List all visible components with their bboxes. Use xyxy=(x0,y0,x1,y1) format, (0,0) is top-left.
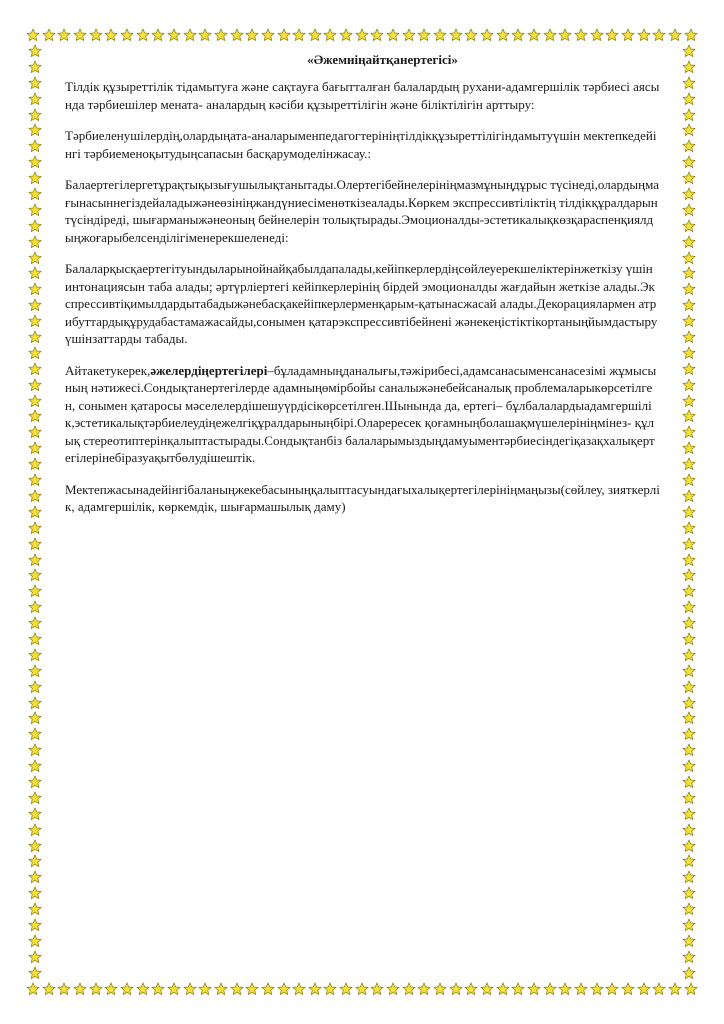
star-icon xyxy=(682,235,696,249)
star-icon xyxy=(684,982,698,996)
star-icon xyxy=(323,28,337,42)
star-icon xyxy=(28,854,42,868)
star-icon xyxy=(339,982,353,996)
star-icon xyxy=(682,632,696,646)
star-icon xyxy=(28,330,42,344)
star-icon xyxy=(682,568,696,582)
star-icon xyxy=(682,807,696,821)
star-icon xyxy=(73,982,87,996)
star-icon xyxy=(28,902,42,916)
star-icon xyxy=(480,28,494,42)
star-icon xyxy=(28,425,42,439)
star-icon xyxy=(355,28,369,42)
star-icon xyxy=(433,982,447,996)
star-icon xyxy=(682,870,696,884)
star-icon xyxy=(28,600,42,614)
star-icon xyxy=(682,696,696,710)
star-icon xyxy=(682,60,696,74)
star-icon xyxy=(167,28,181,42)
star-icon xyxy=(605,28,619,42)
star-icon xyxy=(574,982,588,996)
star-icon xyxy=(682,648,696,662)
star-icon xyxy=(682,759,696,773)
star-icon xyxy=(183,982,197,996)
paragraph-4: Балаларқысқаертегітуындыларынойнайқабылдапалады,кейіпкерлердіңсөйлеуерекшеліктерінжеткізу үшін интонациясын таба алады; әртүрліертегі кейіпкерлерінің бірдей эмоционалды жағдайын жеткізе алады.Экспрессивтіқимылдардытабадыжәнебасқакейіпкерлерменқарым-қатынасжасай алады.Декорациялармен атрибуттардықұрудабастамажасайды,сонымен қатарэкспрессивтібейнені жәнекеңістіктікортаныңйымдастыру үшінзаттарды табады. xyxy=(65,261,658,346)
star-icon xyxy=(28,123,42,137)
star-icon xyxy=(682,600,696,614)
star-icon xyxy=(511,982,525,996)
star-icon xyxy=(198,28,212,42)
star-icon xyxy=(28,791,42,805)
star-icon xyxy=(261,982,275,996)
star-icon xyxy=(682,219,696,233)
star-icon xyxy=(682,76,696,90)
star-border-left xyxy=(28,44,44,980)
star-icon xyxy=(136,28,150,42)
star-icon xyxy=(402,982,416,996)
star-icon xyxy=(292,982,306,996)
star-icon xyxy=(28,664,42,678)
star-icon xyxy=(386,28,400,42)
star-icon xyxy=(28,648,42,662)
star-icon xyxy=(28,394,42,408)
star-icon xyxy=(682,886,696,900)
star-icon xyxy=(682,282,696,296)
star-icon xyxy=(682,537,696,551)
star-icon xyxy=(28,489,42,503)
star-icon xyxy=(28,775,42,789)
star-icon xyxy=(621,28,635,42)
star-icon xyxy=(28,918,42,932)
star-icon xyxy=(652,28,666,42)
star-icon xyxy=(682,425,696,439)
star-icon xyxy=(496,28,510,42)
star-icon xyxy=(558,982,572,996)
star-icon xyxy=(28,473,42,487)
star-icon xyxy=(57,28,71,42)
star-icon xyxy=(682,616,696,630)
star-icon xyxy=(682,521,696,535)
star-icon xyxy=(104,982,118,996)
star-icon xyxy=(464,982,478,996)
star-icon xyxy=(511,28,525,42)
star-icon xyxy=(28,219,42,233)
star-icon xyxy=(120,982,134,996)
star-icon xyxy=(245,982,259,996)
star-icon xyxy=(590,28,604,42)
star-icon xyxy=(28,886,42,900)
star-icon xyxy=(370,28,384,42)
paragraph-6: Мектепжасынадейінгібаланыңжекебасыныңқалыптасуындағыхалықертегілерініңмаңызы(сөйлеу, зияткерлік, адамгершілік, көркемдік, шығармашылық даму) xyxy=(65,481,660,514)
star-icon xyxy=(370,982,384,996)
paragraph-5 xyxy=(65,362,660,467)
star-icon xyxy=(73,28,87,42)
star-icon xyxy=(292,28,306,42)
star-icon xyxy=(28,807,42,821)
star-icon xyxy=(637,982,651,996)
star-icon xyxy=(167,982,181,996)
star-icon xyxy=(682,362,696,376)
star-border-top xyxy=(26,28,698,44)
star-icon xyxy=(682,553,696,567)
star-icon xyxy=(682,314,696,328)
star-icon xyxy=(682,394,696,408)
star-icon xyxy=(682,505,696,519)
star-icon xyxy=(183,28,197,42)
star-icon xyxy=(308,28,322,42)
star-icon xyxy=(42,28,56,42)
star-icon xyxy=(682,44,696,58)
star-icon xyxy=(682,775,696,789)
star-icon xyxy=(682,902,696,916)
paragraph-1: Тілдік құзыреттілік тідамытуға және сақтауға бағытталған балалардың рухани-адамгершілік тәрбиесі аясында тәрбиешілер мената- аналардың кәсіби құзыреттілігін және біліктілігін арттыру: xyxy=(65,79,660,112)
star-icon xyxy=(151,982,165,996)
star-icon xyxy=(621,982,635,996)
star-icon xyxy=(28,409,42,423)
star-icon xyxy=(28,696,42,710)
star-icon xyxy=(386,982,400,996)
document-title: «Әжемніңайтқанертегісі» xyxy=(307,52,458,67)
star-icon xyxy=(682,473,696,487)
star-icon xyxy=(28,266,42,280)
star-icon xyxy=(89,982,103,996)
star-icon xyxy=(308,982,322,996)
star-icon xyxy=(543,982,557,996)
star-icon xyxy=(28,934,42,948)
star-icon xyxy=(28,632,42,646)
paragraph-3: Балаертегілергетұрақтықызығушылықтанытады.Олертегібейнелерініңмазмұныңдұрыс түсінеді,олардыңмағынасыннегіздейаладыжәнеөзініңжандүниесіменөткізеалады.Көркем экспрессивтіліктің тілдікқұралдарынтүсіндіреді, шығарманыжәнеоның бейнелерін толықтырады.Эмоционалды-эстетикалықкөзқараспенқиялдыңжоғарыбелсенділігіменерекшеленеді: xyxy=(65,177,660,245)
star-icon xyxy=(417,28,431,42)
star-icon xyxy=(28,457,42,471)
star-icon xyxy=(574,28,588,42)
star-icon xyxy=(28,521,42,535)
star-icon xyxy=(28,108,42,122)
star-icon xyxy=(637,28,651,42)
star-border-right xyxy=(682,44,698,980)
star-icon xyxy=(480,982,494,996)
star-icon xyxy=(245,28,259,42)
star-icon xyxy=(449,28,463,42)
star-icon xyxy=(28,553,42,567)
star-icon xyxy=(682,743,696,757)
star-icon xyxy=(682,791,696,805)
star-icon xyxy=(682,108,696,122)
document-body xyxy=(65,52,660,530)
star-icon xyxy=(323,982,337,996)
star-icon xyxy=(682,123,696,137)
star-icon xyxy=(682,266,696,280)
star-icon xyxy=(28,44,42,58)
star-icon xyxy=(28,711,42,725)
star-icon xyxy=(261,28,275,42)
star-icon xyxy=(527,28,541,42)
star-icon xyxy=(214,982,228,996)
star-icon xyxy=(682,155,696,169)
star-icon xyxy=(682,950,696,964)
star-icon xyxy=(682,934,696,948)
star-icon xyxy=(28,441,42,455)
star-icon xyxy=(527,982,541,996)
star-icon xyxy=(449,982,463,996)
star-icon xyxy=(433,28,447,42)
star-icon xyxy=(682,823,696,837)
star-icon xyxy=(151,28,165,42)
paragraph-5-suffix: –бұладамныңданалығы,тәжірибесі,адамсанасыменсанасезімі жұмысының нәтижесі.Сондықтанертегілерде адамныңөмірбойы саналыжәнебейсаналық проблемаларыкөрсетілген, сонымен қатаросы мәселелердішешуүрдісікөрсетілген.Шынында да, ертегі– бұлбалалардыадамгершілік,эстетикалықтәрбиелеудіңежелгіқұралдарыныңбірі.Оларересек қоғамныңболашақмүшелерініңмінез- құлық стереотиптерінқалыптастырады.Сондықтанбіз балаларымыздыңдамуыментәрбиесіндегіқазақхалықертегілерінебіразуақытбөлудішештік. xyxy=(65,362,657,465)
star-icon xyxy=(28,251,42,265)
star-icon xyxy=(682,854,696,868)
star-icon xyxy=(28,314,42,328)
star-icon xyxy=(28,680,42,694)
star-icon xyxy=(28,92,42,106)
star-icon xyxy=(682,664,696,678)
star-icon xyxy=(42,982,56,996)
star-icon xyxy=(28,759,42,773)
star-icon xyxy=(28,537,42,551)
star-icon xyxy=(26,982,40,996)
star-icon xyxy=(682,918,696,932)
paragraph-2: Тәрбиеленушілердің,олардыңата-аналарыменпедагогтерініңтілдікқұзыреттілігіндамытуүшін мектепкедейінгі тәрбиеменоқытудыңсапасын басқарумоделінжасау.: xyxy=(65,128,657,161)
star-icon xyxy=(682,330,696,344)
star-icon xyxy=(682,346,696,360)
star-icon xyxy=(682,584,696,598)
star-icon xyxy=(28,362,42,376)
star-icon xyxy=(26,28,40,42)
star-icon xyxy=(28,171,42,185)
star-icon xyxy=(682,457,696,471)
star-icon xyxy=(590,982,604,996)
star-icon xyxy=(230,28,244,42)
star-icon xyxy=(402,28,416,42)
star-icon xyxy=(684,28,698,42)
star-icon xyxy=(682,409,696,423)
star-icon xyxy=(198,982,212,996)
star-icon xyxy=(28,282,42,296)
star-icon xyxy=(28,235,42,249)
star-icon xyxy=(28,568,42,582)
star-icon xyxy=(355,982,369,996)
star-icon xyxy=(682,378,696,392)
star-icon xyxy=(605,982,619,996)
star-icon xyxy=(28,616,42,630)
star-icon xyxy=(558,28,572,42)
star-icon xyxy=(682,727,696,741)
star-icon xyxy=(682,251,696,265)
star-icon xyxy=(682,298,696,312)
star-icon xyxy=(28,870,42,884)
star-icon xyxy=(28,76,42,90)
star-icon xyxy=(682,680,696,694)
star-icon xyxy=(682,203,696,217)
star-icon xyxy=(682,139,696,153)
star-icon xyxy=(28,139,42,153)
star-icon xyxy=(277,982,291,996)
star-icon xyxy=(682,839,696,853)
star-icon xyxy=(682,187,696,201)
star-icon xyxy=(28,298,42,312)
star-icon xyxy=(57,982,71,996)
star-icon xyxy=(668,982,682,996)
star-border-bottom xyxy=(26,982,698,998)
star-icon xyxy=(214,28,228,42)
star-icon xyxy=(682,489,696,503)
star-icon xyxy=(28,60,42,74)
star-icon xyxy=(496,982,510,996)
star-icon xyxy=(682,441,696,455)
star-icon xyxy=(28,505,42,519)
star-icon xyxy=(277,28,291,42)
star-icon xyxy=(28,727,42,741)
star-icon xyxy=(28,187,42,201)
star-icon xyxy=(120,28,134,42)
star-icon xyxy=(28,378,42,392)
star-icon xyxy=(28,584,42,598)
star-icon xyxy=(28,839,42,853)
star-icon xyxy=(339,28,353,42)
star-icon xyxy=(230,982,244,996)
star-icon xyxy=(682,711,696,725)
star-icon xyxy=(668,28,682,42)
star-icon xyxy=(28,155,42,169)
star-icon xyxy=(417,982,431,996)
star-icon xyxy=(104,28,118,42)
star-icon xyxy=(28,346,42,360)
star-icon xyxy=(464,28,478,42)
paragraph-5-prefix: Айтакетукерек, xyxy=(65,362,151,378)
star-icon xyxy=(682,92,696,106)
star-icon xyxy=(136,982,150,996)
star-icon xyxy=(28,950,42,964)
paragraph-5-emphasis: әжелердіңертегілері xyxy=(150,362,268,378)
star-icon xyxy=(28,743,42,757)
star-icon xyxy=(28,966,42,980)
star-icon xyxy=(652,982,666,996)
star-icon xyxy=(28,203,42,217)
star-icon xyxy=(682,171,696,185)
star-icon xyxy=(89,28,103,42)
star-icon xyxy=(682,966,696,980)
star-icon xyxy=(543,28,557,42)
star-icon xyxy=(28,823,42,837)
